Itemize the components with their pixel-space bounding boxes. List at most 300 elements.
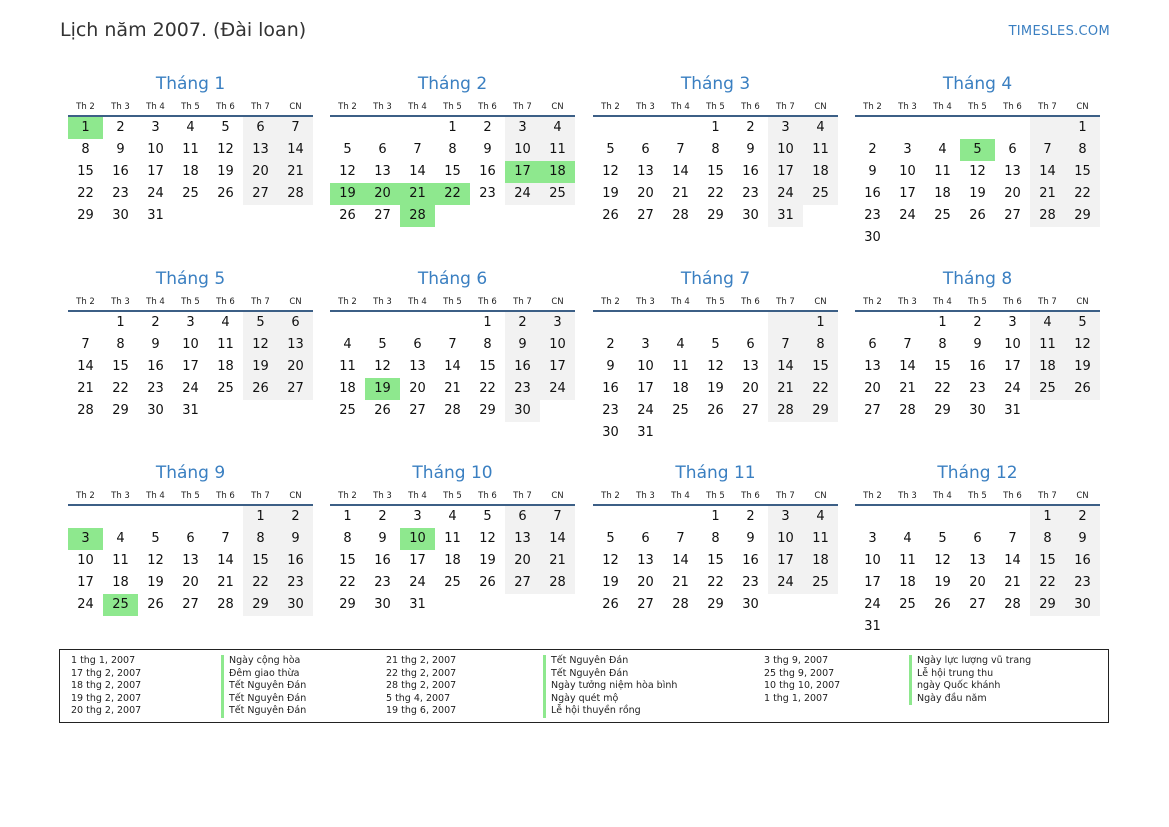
weekday-header bbox=[855, 485, 1100, 506]
weekday-label: Th 3 bbox=[898, 297, 917, 307]
day-cell: 23 bbox=[742, 575, 759, 590]
month-title: Tháng 7 bbox=[680, 269, 751, 289]
empty-cell bbox=[663, 312, 698, 334]
day-cell: 26 bbox=[969, 208, 986, 223]
day-cell: 21 bbox=[278, 161, 313, 183]
day-cell: 23 bbox=[112, 186, 129, 201]
empty-cell bbox=[925, 616, 960, 638]
day-cell: 13 bbox=[864, 359, 881, 374]
empty-cell bbox=[330, 117, 365, 139]
empty-cell bbox=[505, 205, 540, 227]
day-cell: 1 bbox=[68, 117, 103, 139]
empty-cell bbox=[593, 506, 628, 528]
day-cell: 12 bbox=[339, 164, 356, 179]
weekday-label: CN bbox=[1076, 297, 1089, 307]
empty-cell bbox=[1030, 616, 1065, 638]
day-cell: 11 bbox=[182, 142, 199, 157]
day-cell: 29 bbox=[112, 403, 129, 418]
day-cell: 26 bbox=[243, 378, 278, 400]
day-cell: 7 bbox=[221, 531, 230, 546]
month-7 bbox=[593, 267, 838, 444]
day-cell: 5 bbox=[378, 337, 387, 352]
empty-cell bbox=[505, 594, 540, 616]
day-cell: 2 bbox=[746, 120, 755, 135]
day-cell: 11 bbox=[339, 359, 356, 374]
day-grid bbox=[330, 506, 575, 616]
day-cell: 27 bbox=[864, 403, 881, 418]
day-cell: 16 bbox=[742, 164, 759, 179]
day-cell: 27 bbox=[742, 403, 759, 418]
day-cell: 3 bbox=[1008, 315, 1017, 330]
legend-names-col-3 bbox=[909, 655, 1031, 705]
day-cell: 24 bbox=[409, 575, 426, 590]
empty-cell bbox=[768, 422, 803, 444]
day-cell: 6 bbox=[641, 531, 650, 546]
weekday-label: Th 2 bbox=[338, 491, 357, 501]
day-cell: 25 bbox=[803, 572, 838, 594]
empty-cell bbox=[995, 117, 1030, 139]
day-cell: 8 bbox=[343, 531, 352, 546]
holiday-date: 18 thg 2, 2007 bbox=[71, 680, 142, 692]
day-cell: 9 bbox=[278, 528, 313, 550]
empty-cell bbox=[890, 227, 925, 249]
day-cell: 26 bbox=[217, 186, 234, 201]
weekday-label: Th 6 bbox=[216, 491, 235, 501]
day-cell: 3 bbox=[641, 337, 650, 352]
day-cell: 6 bbox=[868, 337, 877, 352]
month-2 bbox=[330, 72, 575, 227]
weekday-label: Th 4 bbox=[146, 491, 165, 501]
empty-cell bbox=[628, 506, 663, 528]
weekday-header bbox=[330, 291, 575, 312]
weekday-label: CN bbox=[1076, 102, 1089, 112]
day-cell: 3 bbox=[186, 315, 195, 330]
day-cell: 13 bbox=[409, 359, 426, 374]
day-cell: 16 bbox=[864, 186, 881, 201]
day-cell: 23 bbox=[1065, 572, 1100, 594]
day-cell: 17 bbox=[864, 575, 881, 590]
weekday-label: Th 4 bbox=[933, 102, 952, 112]
day-cell: 11 bbox=[540, 139, 575, 161]
day-cell: 10 bbox=[147, 142, 164, 157]
day-cell: 23 bbox=[479, 186, 496, 201]
day-cell: 22 bbox=[707, 186, 724, 201]
day-cell: 10 bbox=[400, 528, 435, 550]
day-grid bbox=[330, 312, 575, 422]
day-cell: 31 bbox=[864, 619, 881, 634]
day-cell: 13 bbox=[278, 334, 313, 356]
weekday-label: Th 2 bbox=[76, 297, 95, 307]
day-cell: 6 bbox=[973, 531, 982, 546]
weekday-label: Th 3 bbox=[111, 102, 130, 112]
day-cell: 24 bbox=[505, 183, 540, 205]
day-cell: 6 bbox=[505, 506, 540, 528]
day-cell: 3 bbox=[413, 509, 422, 524]
day-cell: 6 bbox=[641, 142, 650, 157]
day-cell: 19 bbox=[147, 575, 164, 590]
day-cell: 26 bbox=[147, 597, 164, 612]
weekday-label: Th 3 bbox=[111, 491, 130, 501]
holiday-date: 25 thg 9, 2007 bbox=[764, 667, 835, 679]
day-cell: 5 bbox=[1065, 312, 1100, 334]
day-cell: 8 bbox=[448, 142, 457, 157]
weekday-label: Th 7 bbox=[513, 102, 532, 112]
day-cell: 15 bbox=[803, 356, 838, 378]
day-cell: 19 bbox=[217, 164, 234, 179]
day-cell: 26 bbox=[1065, 378, 1100, 400]
day-cell: 7 bbox=[903, 337, 912, 352]
legend-names-col-2 bbox=[543, 655, 677, 718]
day-cell: 28 bbox=[1004, 597, 1021, 612]
day-cell: 21 bbox=[400, 183, 435, 205]
empty-cell bbox=[995, 506, 1030, 528]
day-cell: 9 bbox=[746, 142, 755, 157]
day-cell: 22 bbox=[1065, 183, 1100, 205]
day-cell: 13 bbox=[969, 553, 986, 568]
day-cell: 2 bbox=[116, 120, 125, 135]
day-cell: 17 bbox=[77, 575, 94, 590]
weekday-label: Th 4 bbox=[408, 491, 427, 501]
day-cell: 3 bbox=[868, 531, 877, 546]
day-cell: 15 bbox=[444, 164, 461, 179]
site-link[interactable]: TIMESLES.COM bbox=[1008, 24, 1110, 39]
weekday-label: Th 6 bbox=[478, 297, 497, 307]
day-cell: 20 bbox=[505, 550, 540, 572]
empty-cell bbox=[855, 117, 890, 139]
day-cell: 1 bbox=[711, 120, 720, 135]
holiday-name: Tết Nguyên Đán bbox=[221, 705, 306, 718]
day-cell: 15 bbox=[1065, 161, 1100, 183]
empty-cell bbox=[925, 117, 960, 139]
day-cell: 6 bbox=[243, 117, 278, 139]
month-title: Tháng 3 bbox=[680, 74, 751, 94]
weekday-label: Th 3 bbox=[898, 491, 917, 501]
day-cell: 29 bbox=[803, 400, 838, 422]
day-cell: 2 bbox=[378, 509, 387, 524]
day-cell: 31 bbox=[637, 425, 654, 440]
day-cell: 18 bbox=[803, 550, 838, 572]
weekday-label: Th 6 bbox=[741, 491, 760, 501]
day-cell: 15 bbox=[479, 359, 496, 374]
empty-cell bbox=[470, 594, 505, 616]
day-cell: 13 bbox=[637, 164, 654, 179]
day-cell: 30 bbox=[374, 597, 391, 612]
empty-cell bbox=[960, 616, 995, 638]
month-11 bbox=[593, 461, 838, 616]
empty-cell bbox=[628, 312, 663, 334]
day-cell: 16 bbox=[602, 381, 619, 396]
day-cell: 7 bbox=[1030, 139, 1065, 161]
weekday-header bbox=[330, 96, 575, 117]
day-cell: 29 bbox=[707, 597, 724, 612]
weekday-label: Th 2 bbox=[601, 491, 620, 501]
day-cell: 29 bbox=[1030, 594, 1065, 616]
weekday-header bbox=[68, 485, 313, 506]
day-cell: 15 bbox=[243, 550, 278, 572]
empty-cell bbox=[925, 227, 960, 249]
day-cell: 14 bbox=[1030, 161, 1065, 183]
weekday-label: Th 4 bbox=[933, 491, 952, 501]
empty-cell bbox=[768, 312, 803, 334]
day-grid bbox=[68, 117, 313, 227]
holiday-date: 10 thg 10, 2007 bbox=[764, 680, 841, 692]
day-cell: 18 bbox=[672, 381, 689, 396]
day-cell: 14 bbox=[77, 359, 94, 374]
day-cell: 14 bbox=[899, 359, 916, 374]
weekday-label: Th 6 bbox=[216, 297, 235, 307]
weekday-label: Th 3 bbox=[636, 102, 655, 112]
day-cell: 13 bbox=[182, 553, 199, 568]
month-8 bbox=[855, 267, 1100, 422]
weekday-label: Th 2 bbox=[76, 102, 95, 112]
holiday-date: 17 thg 2, 2007 bbox=[71, 667, 142, 679]
day-cell: 5 bbox=[243, 312, 278, 334]
day-cell: 12 bbox=[1065, 334, 1100, 356]
day-cell: 13 bbox=[742, 359, 759, 374]
day-cell: 29 bbox=[339, 597, 356, 612]
day-cell: 9 bbox=[151, 337, 160, 352]
day-cell: 28 bbox=[77, 403, 94, 418]
day-cell: 24 bbox=[864, 597, 881, 612]
empty-cell bbox=[663, 422, 698, 444]
empty-cell bbox=[663, 506, 698, 528]
empty-cell bbox=[803, 422, 838, 444]
empty-cell bbox=[925, 506, 960, 528]
day-cell: 19 bbox=[602, 186, 619, 201]
day-grid bbox=[330, 117, 575, 227]
empty-cell bbox=[593, 117, 628, 139]
day-cell: 17 bbox=[540, 356, 575, 378]
weekday-label: Th 5 bbox=[181, 297, 200, 307]
day-cell: 10 bbox=[768, 139, 803, 161]
day-cell: 23 bbox=[147, 381, 164, 396]
day-cell: 14 bbox=[278, 139, 313, 161]
day-cell: 19 bbox=[1065, 356, 1100, 378]
empty-cell bbox=[1065, 227, 1100, 249]
weekday-label: Th 3 bbox=[636, 297, 655, 307]
day-cell: 22 bbox=[1030, 572, 1065, 594]
empty-cell bbox=[208, 205, 243, 227]
day-cell: 8 bbox=[81, 142, 90, 157]
month-title: Tháng 5 bbox=[155, 269, 226, 289]
day-cell: 1 bbox=[711, 509, 720, 524]
day-cell: 3 bbox=[151, 120, 160, 135]
day-cell: 19 bbox=[479, 553, 496, 568]
weekday-label: Th 2 bbox=[863, 491, 882, 501]
empty-cell bbox=[1030, 227, 1065, 249]
day-cell: 16 bbox=[112, 164, 129, 179]
weekday-label: Th 4 bbox=[671, 297, 690, 307]
empty-cell bbox=[628, 117, 663, 139]
weekday-label: CN bbox=[289, 297, 302, 307]
day-cell: 6 bbox=[746, 337, 755, 352]
empty-cell bbox=[890, 616, 925, 638]
legend-dates-col-3 bbox=[764, 655, 840, 705]
empty-cell bbox=[1030, 117, 1065, 139]
weekday-label: Th 7 bbox=[251, 297, 270, 307]
day-cell: 19 bbox=[243, 356, 278, 378]
day-cell: 10 bbox=[505, 139, 540, 161]
day-cell: 7 bbox=[768, 334, 803, 356]
day-cell: 17 bbox=[637, 381, 654, 396]
day-cell: 3 bbox=[540, 312, 575, 334]
day-cell: 30 bbox=[278, 594, 313, 616]
weekday-label: Th 2 bbox=[863, 102, 882, 112]
day-cell: 21 bbox=[768, 378, 803, 400]
weekday-label: Th 7 bbox=[1038, 491, 1057, 501]
day-cell: 12 bbox=[707, 359, 724, 374]
holiday-name: Tết Nguyên Đán bbox=[543, 655, 677, 668]
day-cell: 28 bbox=[899, 403, 916, 418]
day-cell: 29 bbox=[707, 208, 724, 223]
day-cell: 17 bbox=[409, 553, 426, 568]
day-cell: 28 bbox=[278, 183, 313, 205]
day-cell: 26 bbox=[374, 403, 391, 418]
day-cell: 7 bbox=[448, 337, 457, 352]
holiday-name: Lễ hội trung thu bbox=[909, 668, 1031, 681]
day-cell: 22 bbox=[707, 575, 724, 590]
day-cell: 4 bbox=[903, 531, 912, 546]
holiday-date: 21 thg 2, 2007 bbox=[386, 655, 457, 666]
day-cell: 28 bbox=[217, 597, 234, 612]
empty-cell bbox=[470, 205, 505, 227]
empty-cell bbox=[243, 205, 278, 227]
empty-cell bbox=[1030, 400, 1065, 422]
empty-cell bbox=[890, 506, 925, 528]
day-cell: 18 bbox=[217, 359, 234, 374]
day-cell: 10 bbox=[540, 334, 575, 356]
day-cell: 29 bbox=[934, 403, 951, 418]
day-cell: 30 bbox=[112, 208, 129, 223]
day-cell: 9 bbox=[483, 142, 492, 157]
weekday-label: Th 5 bbox=[181, 491, 200, 501]
day-cell: 4 bbox=[116, 531, 125, 546]
day-cell: 14 bbox=[540, 528, 575, 550]
day-cell: 1 bbox=[483, 315, 492, 330]
day-cell: 17 bbox=[899, 186, 916, 201]
day-cell: 15 bbox=[707, 553, 724, 568]
day-cell: 2 bbox=[278, 506, 313, 528]
day-cell: 24 bbox=[182, 381, 199, 396]
empty-cell bbox=[278, 205, 313, 227]
weekday-label: Th 5 bbox=[443, 491, 462, 501]
day-cell: 9 bbox=[746, 531, 755, 546]
weekday-header bbox=[68, 96, 313, 117]
day-cell: 25 bbox=[103, 594, 138, 616]
day-cell: 1 bbox=[1030, 506, 1065, 528]
day-cell: 23 bbox=[742, 186, 759, 201]
day-cell: 10 bbox=[1004, 337, 1021, 352]
day-cell: 7 bbox=[676, 142, 685, 157]
day-cell: 31 bbox=[768, 205, 803, 227]
day-cell: 15 bbox=[707, 164, 724, 179]
empty-cell bbox=[1065, 616, 1100, 638]
day-cell: 8 bbox=[938, 337, 947, 352]
day-cell: 7 bbox=[81, 337, 90, 352]
month-title: Tháng 4 bbox=[942, 74, 1013, 94]
empty-cell bbox=[540, 400, 575, 422]
day-cell: 27 bbox=[637, 208, 654, 223]
day-cell: 2 bbox=[483, 120, 492, 135]
day-grid bbox=[593, 117, 838, 227]
day-cell: 18 bbox=[934, 186, 951, 201]
weekday-label: CN bbox=[289, 102, 302, 112]
empty-cell bbox=[593, 312, 628, 334]
day-cell: 28 bbox=[540, 572, 575, 594]
day-cell: 18 bbox=[112, 575, 129, 590]
weekday-header bbox=[593, 291, 838, 312]
weekday-label: Th 6 bbox=[741, 102, 760, 112]
empty-cell bbox=[173, 205, 208, 227]
page-title: Lịch năm 2007. (Đài loan) bbox=[60, 19, 307, 41]
day-cell: 14 bbox=[409, 164, 426, 179]
weekday-header bbox=[330, 485, 575, 506]
day-cell: 25 bbox=[1030, 378, 1065, 400]
day-cell: 28 bbox=[768, 400, 803, 422]
day-cell: 2 bbox=[746, 509, 755, 524]
day-cell: 4 bbox=[540, 117, 575, 139]
day-cell: 17 bbox=[505, 161, 540, 183]
weekday-label: Th 6 bbox=[478, 102, 497, 112]
day-cell: 3 bbox=[768, 506, 803, 528]
holiday-date: 5 thg 4, 2007 bbox=[386, 692, 451, 704]
month-4 bbox=[855, 72, 1100, 249]
month-3 bbox=[593, 72, 838, 227]
month-title: Tháng 1 bbox=[155, 74, 226, 94]
day-cell: 31 bbox=[182, 403, 199, 418]
day-cell: 27 bbox=[374, 208, 391, 223]
legend-dates-col-1 bbox=[71, 655, 141, 718]
day-cell: 5 bbox=[221, 120, 230, 135]
holiday-name: Ngày tưởng niệm hòa bình bbox=[543, 680, 677, 693]
day-cell: 25 bbox=[339, 403, 356, 418]
day-grid bbox=[68, 506, 313, 616]
holiday-name: Đêm giao thừa bbox=[221, 668, 306, 681]
day-cell: 30 bbox=[505, 400, 540, 422]
weekday-label: Th 7 bbox=[513, 491, 532, 501]
holiday-date: 28 thg 2, 2007 bbox=[386, 680, 457, 692]
weekday-label: Th 3 bbox=[373, 102, 392, 112]
month-10 bbox=[330, 461, 575, 616]
day-cell: 24 bbox=[77, 597, 94, 612]
day-cell: 22 bbox=[112, 381, 129, 396]
day-cell: 3 bbox=[768, 117, 803, 139]
day-cell: 17 bbox=[182, 359, 199, 374]
weekday-label: Th 7 bbox=[1038, 102, 1057, 112]
day-cell: 6 bbox=[186, 531, 195, 546]
day-cell: 28 bbox=[400, 205, 435, 227]
day-cell: 9 bbox=[868, 164, 877, 179]
empty-cell bbox=[365, 312, 400, 334]
weekday-label: Th 3 bbox=[636, 491, 655, 501]
holiday-date: 1 thg 1, 2007 bbox=[71, 655, 136, 666]
day-cell: 30 bbox=[602, 425, 619, 440]
day-cell: 7 bbox=[676, 531, 685, 546]
weekday-label: Th 3 bbox=[373, 297, 392, 307]
day-cell: 17 bbox=[147, 164, 164, 179]
day-cell: 26 bbox=[479, 575, 496, 590]
weekday-label: Th 5 bbox=[443, 102, 462, 112]
day-cell: 1 bbox=[938, 315, 947, 330]
day-cell: 17 bbox=[768, 550, 803, 572]
day-cell: 31 bbox=[409, 597, 426, 612]
weekday-label: Th 6 bbox=[1003, 297, 1022, 307]
month-title: Tháng 6 bbox=[417, 269, 488, 289]
day-cell: 26 bbox=[339, 208, 356, 223]
empty-cell bbox=[208, 506, 243, 528]
day-cell: 25 bbox=[672, 403, 689, 418]
empty-cell bbox=[890, 312, 925, 334]
